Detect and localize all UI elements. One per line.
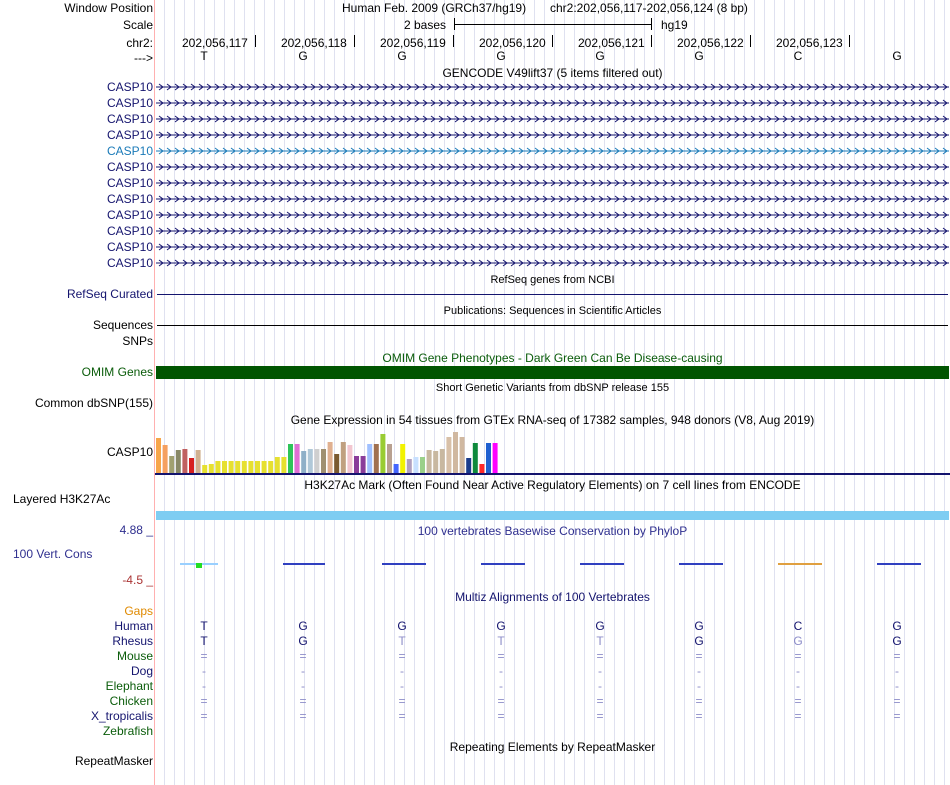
gtex-tissue-bar[interactable]	[202, 465, 207, 473]
gtex-tissue-bar[interactable]	[387, 444, 392, 473]
coord-label: 202,056,117	[182, 36, 248, 50]
gtex-tissue-bar[interactable]	[222, 461, 227, 473]
gtex-tissue-bar[interactable]	[460, 437, 465, 473]
species-label[interactable]: Zebrafish	[102, 724, 153, 738]
gtex-tissue-bar[interactable]	[479, 464, 484, 473]
db-label: hg19	[661, 18, 688, 32]
alignment-base: T	[200, 634, 208, 648]
alignment-base: =	[596, 694, 604, 708]
alignment-base: -	[400, 679, 404, 693]
gtex-expression-chart[interactable]	[155, 426, 950, 474]
strand-label: --->	[134, 51, 153, 65]
gtex-tissue-bar[interactable]	[314, 449, 319, 473]
gencode-track-title: GENCODE V49lift37 (5 items filtered out)	[442, 66, 663, 80]
gtex-tissue-bar[interactable]	[486, 443, 491, 473]
dbsnp-track-label[interactable]: Common dbSNP(155)	[34, 396, 153, 410]
alignment-base: -	[301, 664, 305, 678]
gtex-tissue-bar[interactable]	[182, 449, 187, 473]
alignment-base: G	[397, 619, 407, 633]
alignment-base: =	[299, 694, 307, 708]
gtex-tissue-bar[interactable]	[328, 442, 333, 473]
reference-base: G	[397, 49, 407, 63]
gtex-baseline	[155, 473, 950, 475]
reference-base: G	[595, 49, 605, 63]
dbsnp-track-title: Short Genetic Variants from dbSNP release 155	[435, 382, 670, 394]
alignment-base: =	[497, 649, 505, 663]
chrom-label: chr2:	[126, 36, 153, 50]
phylop-max-label: 4.88 _	[119, 523, 153, 537]
alignment-base: -	[895, 664, 899, 678]
alignment-base: =	[398, 649, 406, 663]
alignment-base: =	[695, 649, 703, 663]
alignment-base: T	[200, 619, 208, 633]
gtex-tissue-bar[interactable]	[189, 458, 194, 473]
alignment-base: -	[895, 679, 899, 693]
alignment-base: =	[497, 709, 505, 723]
gencode-transcript-label[interactable]: CASP10	[106, 224, 153, 238]
phylop-track-label[interactable]: 100 Vert. Cons	[13, 547, 93, 561]
alignment-base: G	[892, 619, 902, 633]
gtex-tissue-bar[interactable]	[420, 457, 425, 473]
gtex-track-label[interactable]: CASP10	[106, 445, 153, 459]
gencode-transcript[interactable]	[156, 226, 949, 236]
gencode-transcript-label[interactable]: CASP10	[106, 208, 153, 222]
alignment-base: G	[298, 619, 308, 633]
alignment-base: =	[794, 709, 802, 723]
species-label[interactable]: Dog	[130, 664, 153, 678]
gtex-tissue-bar[interactable]	[169, 456, 174, 473]
alignment-base: =	[596, 709, 604, 723]
alignment-base: -	[598, 679, 602, 693]
alignment-base: =	[200, 649, 208, 663]
gtex-tissue-bar[interactable]	[295, 444, 300, 473]
gtex-tissue-bar[interactable]	[196, 450, 201, 473]
gtex-tissue-bar[interactable]	[281, 457, 286, 473]
alignment-base: -	[202, 664, 206, 678]
refseq-track-title: RefSeq genes from NCBI	[490, 274, 615, 286]
alignment-base: =	[695, 694, 703, 708]
alignment-base: =	[596, 649, 604, 663]
gencode-transcript[interactable]	[156, 210, 949, 220]
snps-track-label[interactable]: SNPs	[122, 334, 153, 348]
species-label[interactable]: Mouse	[116, 649, 153, 663]
gtex-tissue-bar[interactable]	[176, 450, 181, 473]
track-label-panel	[0, 0, 153, 785]
publications-track-title: Publications: Sequences in Scientific Articles	[443, 305, 662, 317]
gtex-tissue-bar[interactable]	[288, 444, 293, 473]
reference-base: G	[892, 49, 902, 63]
gencode-transcript-label[interactable]: CASP10	[106, 80, 153, 94]
omim-track-label[interactable]: OMIM Genes	[81, 365, 153, 379]
gencode-transcript-label[interactable]: CASP10	[106, 128, 153, 142]
coord-label: 202,056,123	[776, 36, 843, 50]
phylop-score-segment	[196, 563, 202, 568]
gencode-transcript-label[interactable]: CASP10	[106, 160, 153, 174]
repeatmasker-track-label[interactable]: RepeatMasker	[74, 754, 153, 768]
alignment-base: G	[298, 634, 308, 648]
repeatmasker-track-title: Repeating Elements by RepeatMasker	[449, 740, 656, 754]
scale-bar-text: 2 bases	[404, 18, 447, 32]
coord-label: 202,056,120	[479, 36, 546, 50]
gtex-tissue-bar[interactable]	[427, 450, 432, 473]
species-label[interactable]: X_tropicalis	[90, 709, 153, 723]
gtex-tissue-bar[interactable]	[413, 457, 418, 473]
alignment-base: =	[299, 649, 307, 663]
gencode-transcript[interactable]	[156, 114, 949, 124]
reference-base: G	[694, 49, 704, 63]
gtex-tissue-bar[interactable]	[453, 432, 458, 473]
gtex-tissue-bar[interactable]	[308, 449, 313, 473]
gtex-tissue-bar[interactable]	[156, 438, 161, 473]
phylop-score-segment	[580, 563, 624, 565]
gtex-tissue-bar[interactable]	[229, 461, 234, 473]
h3k27ac-signal-bar[interactable]	[156, 511, 949, 520]
gtex-tissue-bar[interactable]	[380, 434, 385, 473]
alignment-base: -	[400, 664, 404, 678]
phylop-score-segment	[481, 563, 525, 565]
coord-label: 202,056,118	[281, 36, 347, 50]
alignment-base: -	[796, 679, 800, 693]
gtex-tissue-bar[interactable]	[321, 449, 326, 473]
publications-feature-line[interactable]	[157, 325, 948, 326]
gencode-transcript-label[interactable]: CASP10	[106, 192, 153, 206]
phylop-score-segment	[877, 563, 921, 565]
gtex-tissue-bar[interactable]	[493, 443, 498, 473]
h3k27ac-track-label[interactable]: Layered H3K27Ac	[13, 492, 111, 506]
gtex-tissue-bar[interactable]	[268, 461, 273, 473]
alignment-base: -	[796, 664, 800, 678]
gtex-tissue-bar[interactable]	[440, 449, 445, 473]
gencode-transcript-label[interactable]: CASP10	[106, 96, 153, 110]
gtex-tissue-bar[interactable]	[400, 444, 405, 473]
gtex-tissue-bar[interactable]	[334, 454, 339, 473]
alignment-base: =	[893, 694, 901, 708]
gtex-tissue-bar[interactable]	[248, 461, 253, 473]
coord-tick	[651, 35, 652, 47]
gtex-tissue-bar[interactable]	[466, 458, 471, 473]
gencode-transcript-label[interactable]: CASP10	[106, 240, 153, 254]
alignment-base: -	[301, 679, 305, 693]
sequences-track-label[interactable]: Sequences	[92, 318, 153, 332]
gencode-transcript[interactable]	[156, 242, 949, 252]
window-position-label: Window Position	[64, 1, 153, 15]
omim-phenotype-bar[interactable]	[156, 366, 949, 379]
coord-label: 202,056,122	[677, 36, 744, 50]
gencode-transcript[interactable]	[156, 258, 949, 268]
gencode-transcript[interactable]	[156, 130, 949, 140]
gencode-transcript-label[interactable]: CASP10	[106, 176, 153, 190]
alignment-base: C	[793, 619, 803, 633]
gtex-tissue-bar[interactable]	[367, 444, 372, 473]
gtex-tissue-bar[interactable]	[394, 464, 399, 473]
alignment-base: =	[893, 709, 901, 723]
alignment-base: G	[793, 634, 803, 648]
alignment-base: G	[892, 634, 902, 648]
alignment-base: T	[398, 634, 406, 648]
alignment-base: =	[299, 709, 307, 723]
scale-bar	[454, 24, 652, 25]
alignment-base: -	[697, 679, 701, 693]
species-label[interactable]: Rhesus	[112, 634, 153, 648]
gtex-tissue-bar[interactable]	[407, 459, 412, 473]
refseq-gene-line[interactable]	[157, 294, 948, 295]
phylop-min-label: -4.5 _	[122, 573, 153, 587]
gtex-tissue-bar[interactable]	[341, 442, 346, 473]
gencode-transcript[interactable]	[156, 178, 949, 188]
reference-base: G	[496, 49, 506, 63]
scale-label: Scale	[122, 18, 153, 32]
alignment-base: T	[497, 634, 505, 648]
alignment-base: G	[496, 619, 506, 633]
phylop-score-segment	[778, 563, 822, 565]
alignment-base: =	[893, 649, 901, 663]
alignment-base: =	[200, 709, 208, 723]
gencode-transcript-label[interactable]: CASP10	[106, 144, 153, 158]
gtex-tissue-bar[interactable]	[473, 443, 478, 473]
assembly-title: Human Feb. 2009 (GRCh37/hg19)	[342, 1, 527, 15]
alignment-base: =	[200, 694, 208, 708]
reference-base: C	[793, 49, 803, 63]
alignment-base: -	[202, 679, 206, 693]
gtex-tissue-bar[interactable]	[347, 445, 352, 473]
alignment-base: G	[694, 634, 704, 648]
gtex-tissue-bar[interactable]	[163, 445, 168, 473]
coord-tick	[552, 35, 553, 47]
gtex-tissue-bar[interactable]	[235, 461, 240, 473]
alignment-base: G	[694, 619, 704, 633]
gtex-tissue-bar[interactable]	[209, 464, 214, 473]
gtex-tissue-bar[interactable]	[301, 451, 306, 473]
multiz-track-title: Multiz Alignments of 100 Vertebrates	[455, 590, 650, 604]
coord-tick	[750, 35, 751, 47]
species-label[interactable]: Elephant	[105, 679, 153, 693]
alignment-base: T	[596, 634, 604, 648]
gtex-tissue-bar[interactable]	[262, 461, 267, 473]
coord-tick	[849, 35, 850, 47]
gencode-transcript-label[interactable]: CASP10	[106, 112, 153, 126]
gencode-transcript[interactable]	[156, 194, 949, 204]
phylop-conservation-plot[interactable]	[155, 555, 950, 575]
alignment-base: -	[697, 664, 701, 678]
gencode-transcript[interactable]	[156, 98, 949, 108]
gtex-tissue-bar[interactable]	[446, 437, 451, 473]
species-label[interactable]: Human	[114, 619, 153, 633]
gtex-tissue-bar[interactable]	[275, 457, 280, 473]
phylop-score-segment	[283, 563, 325, 565]
reference-base: G	[298, 49, 308, 63]
coord-tick	[255, 35, 256, 47]
gtex-track-title: Gene Expression in 54 tissues from GTEx RNA-seq of 17382 samples, 948 donors (V8, Aug 2019)	[290, 413, 815, 427]
phylop-score-segment	[382, 563, 426, 565]
alignment-base: =	[794, 649, 802, 663]
alignment-base: -	[499, 664, 503, 678]
gtex-tissue-bar[interactable]	[374, 444, 379, 473]
alignment-base: -	[598, 664, 602, 678]
phylop-track-title: 100 vertebrates Basewise Conservation by PhyloP	[417, 524, 688, 538]
omim-track-title: OMIM Gene Phenotypes - Dark Green Can Be Disease-causing	[382, 351, 723, 365]
alignment-base: -	[499, 679, 503, 693]
coord-tick	[453, 35, 454, 47]
gtex-tissue-bar[interactable]	[433, 451, 438, 473]
gencode-transcript-label[interactable]: CASP10	[106, 256, 153, 270]
gaps-label: Gaps	[124, 604, 153, 618]
alignment-base: =	[695, 709, 703, 723]
gencode-transcript[interactable]	[156, 82, 949, 92]
gencode-transcript[interactable]	[156, 162, 949, 172]
phylop-score-segment	[679, 563, 723, 565]
coord-tick	[354, 35, 355, 47]
alignment-base: =	[398, 694, 406, 708]
gtex-tissue-bar[interactable]	[215, 461, 220, 473]
reference-base: T	[200, 49, 208, 63]
gtex-tissue-bar[interactable]	[361, 456, 366, 473]
coord-label: 202,056,119	[380, 36, 446, 50]
gtex-tissue-bar[interactable]	[354, 456, 359, 473]
alignment-base: G	[595, 619, 605, 633]
gencode-transcript[interactable]	[156, 146, 949, 156]
h3k27ac-track-title: H3K27Ac Mark (Often Found Near Active Regulatory Elements) on 7 cell lines from ENCODE	[304, 478, 801, 492]
alignment-base: =	[794, 694, 802, 708]
coord-label: 202,056,121	[578, 36, 645, 50]
alignment-base: =	[497, 694, 505, 708]
alignment-base: =	[398, 709, 406, 723]
position-readout: chr2:202,056,117-202,056,124 (8 bp)	[550, 1, 748, 15]
species-label[interactable]: Chicken	[109, 694, 153, 708]
refseq-track-label[interactable]: RefSeq Curated	[66, 287, 153, 301]
gtex-tissue-bar[interactable]	[242, 461, 247, 473]
gtex-tissue-bar[interactable]	[255, 461, 260, 473]
